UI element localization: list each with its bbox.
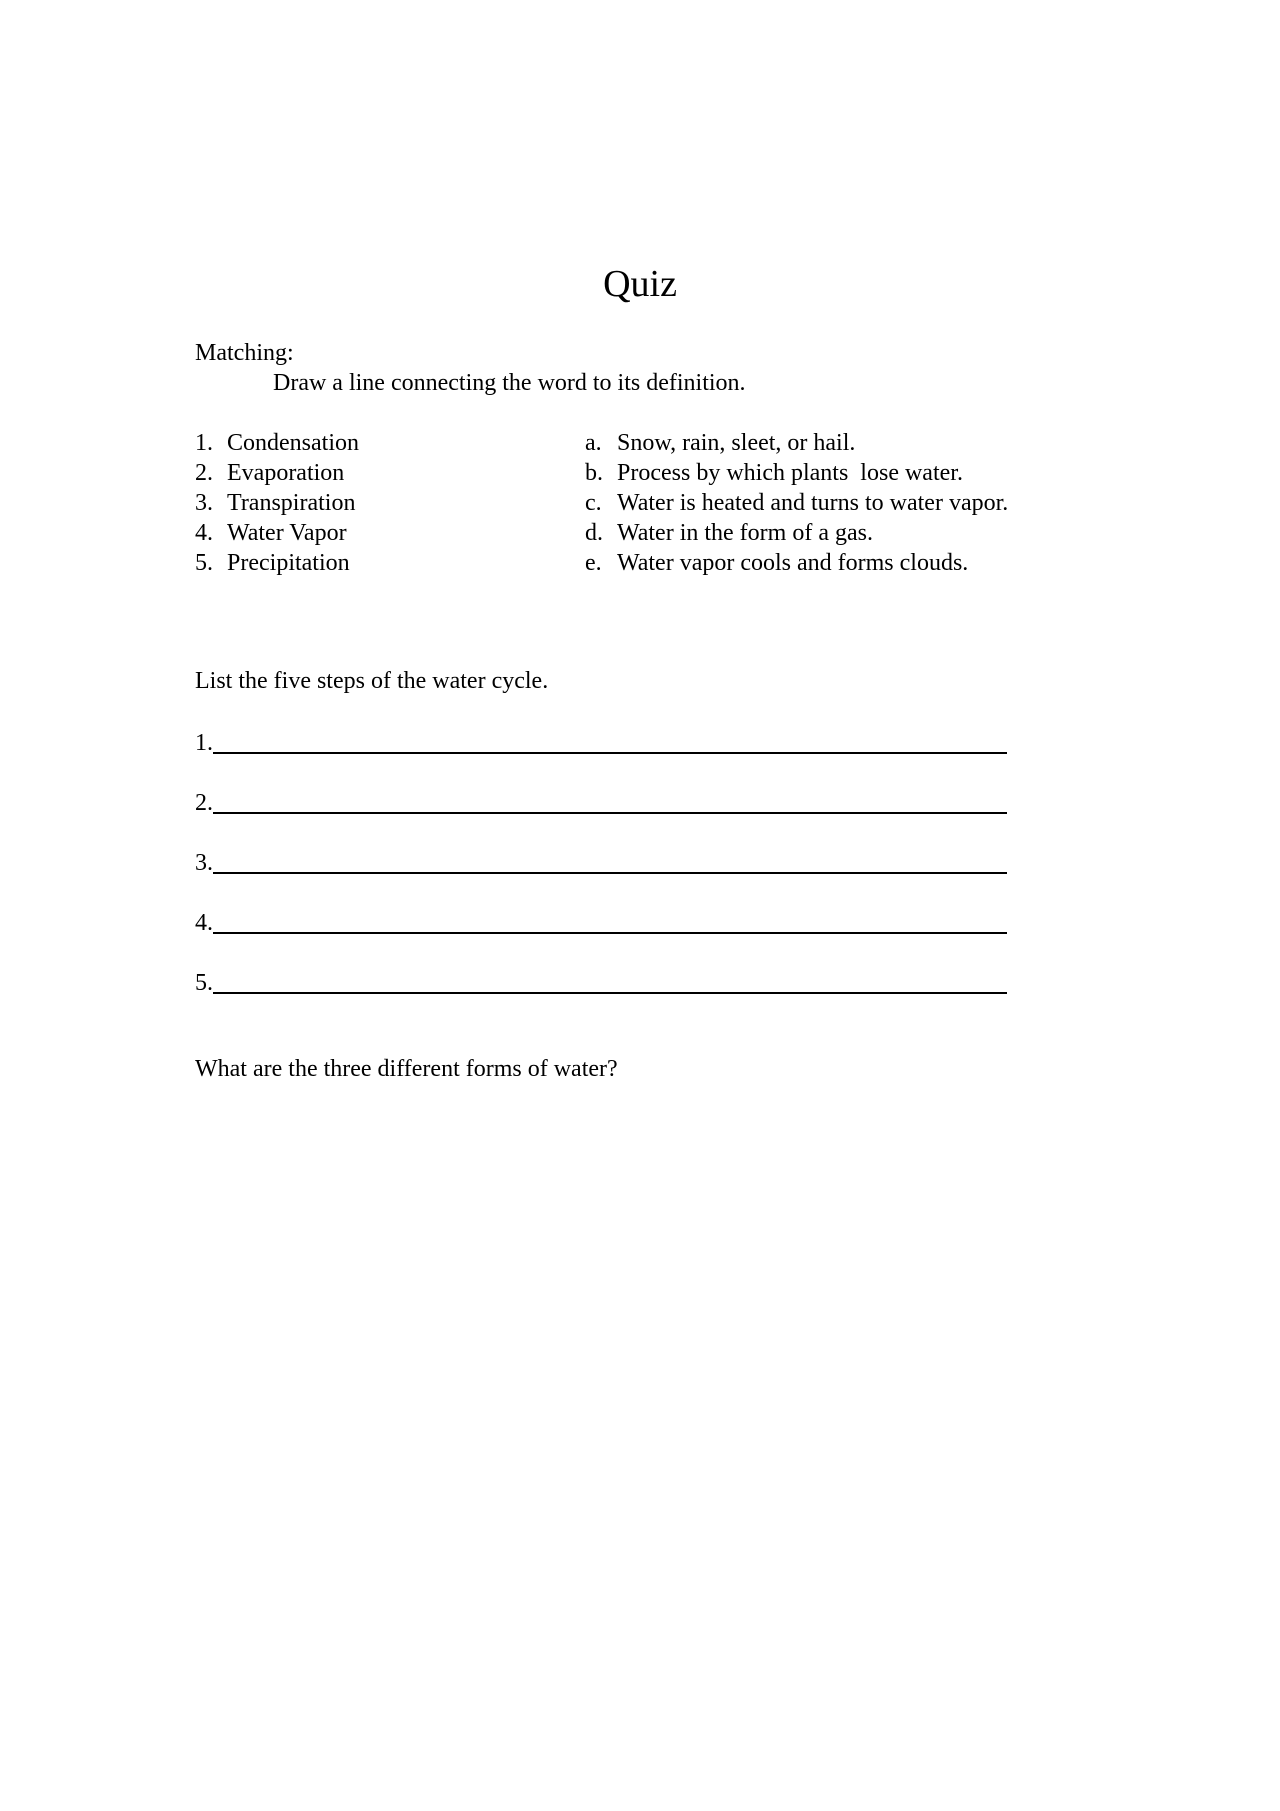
- definition-item: [585, 458, 1008, 488]
- definition-text: Water vapor cools and forms clouds.: [617, 550, 969, 576]
- definition-letter: b.: [585, 460, 603, 486]
- term-number: 5.: [195, 550, 213, 576]
- answer-blank[interactable]: [195, 908, 1007, 938]
- term-text: Precipitation: [227, 550, 350, 576]
- definition-item: [585, 428, 1008, 458]
- term-item: [195, 548, 359, 578]
- blank-line[interactable]: [213, 728, 1007, 754]
- blank-number: 4.: [195, 910, 213, 936]
- definition-text: Snow, rain, sleet, or hail.: [617, 430, 856, 456]
- page-title: Quiz: [603, 263, 677, 305]
- answer-blank[interactable]: [195, 968, 1007, 998]
- matching-heading: Matching:: [195, 340, 294, 366]
- definition-item: [585, 518, 1008, 548]
- blank-line[interactable]: [213, 908, 1007, 934]
- definition-letter: d.: [585, 520, 603, 546]
- term-number: 4.: [195, 520, 213, 546]
- answer-blank[interactable]: [195, 788, 1007, 818]
- term-item: [195, 518, 359, 548]
- blank-line[interactable]: [213, 788, 1007, 814]
- term-number: 1.: [195, 430, 213, 456]
- definition-item: [585, 488, 1008, 518]
- blank-number: 3.: [195, 850, 213, 876]
- blank-number: 1.: [195, 730, 213, 756]
- blank-line[interactable]: [213, 968, 1007, 994]
- definition-letter: e.: [585, 550, 602, 576]
- term-text: Transpiration: [227, 490, 356, 516]
- steps-prompt: List the five steps of the water cycle.: [195, 668, 549, 694]
- matching-instruction: Draw a line connecting the word to its definition.: [273, 370, 746, 396]
- term-item: [195, 428, 359, 458]
- definition-letter: a.: [585, 430, 602, 456]
- definition-text: Water in the form of a gas.: [617, 520, 873, 546]
- terms-list: [195, 428, 359, 578]
- definition-text: Water is heated and turns to water vapor.: [617, 490, 1009, 516]
- term-text: Evaporation: [227, 460, 345, 486]
- answer-blank[interactable]: [195, 728, 1007, 758]
- definition-letter: c.: [585, 490, 602, 516]
- blank-line[interactable]: [213, 848, 1007, 874]
- term-text: Condensation: [227, 430, 359, 456]
- term-item: [195, 488, 359, 518]
- definitions-list: [585, 428, 1008, 578]
- answer-blank[interactable]: [195, 848, 1007, 878]
- blank-number: 2.: [195, 790, 213, 816]
- blank-number: 5.: [195, 970, 213, 996]
- term-text: Water Vapor: [227, 520, 347, 546]
- forms-question: What are the three different forms of water?: [195, 1056, 618, 1082]
- term-item: [195, 458, 359, 488]
- definition-item: [585, 548, 1008, 578]
- term-number: 2.: [195, 460, 213, 486]
- term-number: 3.: [195, 490, 213, 516]
- definition-text: Process by which plants lose water.: [617, 460, 963, 486]
